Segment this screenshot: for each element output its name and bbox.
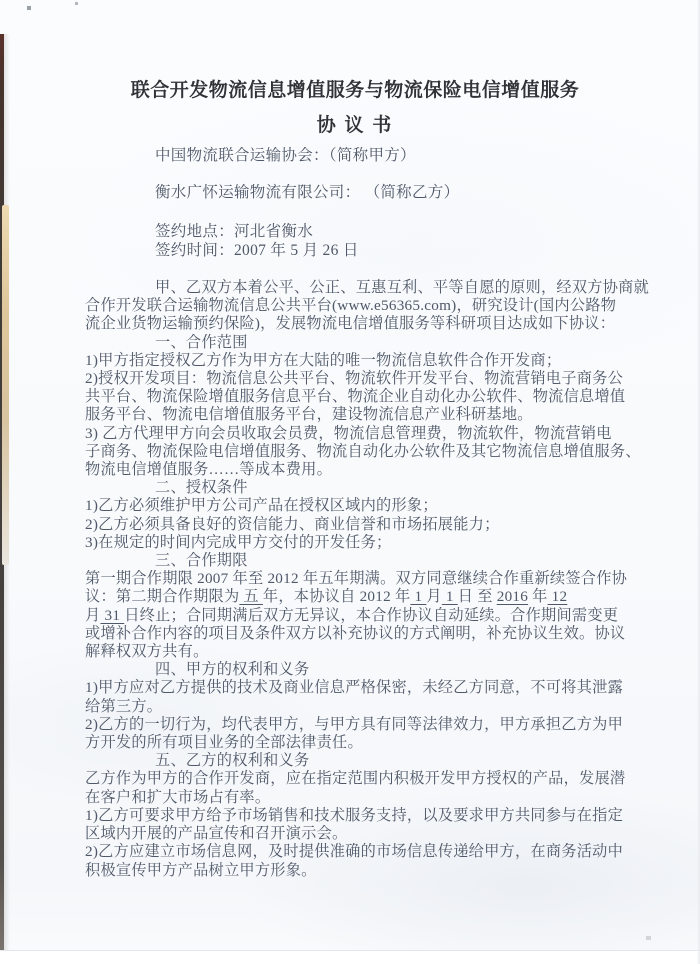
text-run: 给第三方。: [85, 697, 163, 715]
text-run: 乙方作为甲方的合作开发商，应在指定范围内积极开发甲方授权的产品，发展潜: [85, 770, 626, 788]
text-run: 2)授权开发项目：物流信息公共平台、物流软件开发平台、物流营销电子商务公: [85, 370, 624, 388]
document-title-line2: 协 议 书: [316, 115, 394, 136]
text-run: 第一期合作期限 2007 年至 2012 年五年期满。双方同意继续合作重新续签合作协: [85, 570, 628, 588]
text-run: 方开发的所有项目业务的全部法律责任。: [85, 734, 363, 752]
scan-speck: [27, 6, 31, 10]
filled-blank: 2016: [496, 588, 529, 606]
body-line: [85, 479, 625, 497]
text-run: 1)甲方指定授权乙方作为甲方在大陆的唯一物流信息软件合作开发商；: [85, 351, 562, 369]
text-run: 物流电信增值服务……等成本费用。: [85, 461, 332, 479]
body-line: [85, 807, 625, 825]
body-line: [85, 315, 625, 333]
text-run: 三、合作期限: [155, 552, 248, 570]
text-run: 或增补合作内容的项目及条件双方以补充协议的方式阐明，补充协议生效。协议: [85, 624, 626, 642]
body-line: [85, 825, 625, 843]
text-run: 共平台、物流保险增值服务信息平台、物流企业自动化办公软件、物流信息增值: [85, 388, 626, 406]
body-lines: [85, 279, 649, 880]
filled-blank: 31: [100, 606, 125, 624]
text-run: 1)甲方应对乙方提供的技术及商业信息严格保密，未经乙方同意，不可将其泄露: [85, 679, 624, 697]
body-line: [85, 534, 625, 552]
text-run: 积极宣传甲方产品树立甲方形象。: [85, 861, 317, 879]
text-run: 子商务、物流保险电信增值服务、物流自动化办公软件及其它物流信息增值服务、: [85, 442, 641, 460]
body-line: [85, 862, 625, 880]
text-run: 合作开发联合运输物流信息公共平台(www.e56365.com)，研究设计(国内公路物: [85, 297, 617, 315]
text-run: 服务平台、物流电信增值服务平台，建设物流信息产业科研基地。: [85, 406, 533, 424]
body-line: [85, 516, 625, 534]
party-a-line: 中国物流联合运输协会：（简称甲方）: [155, 147, 416, 164]
body-line: [85, 406, 625, 424]
text-run: 3)在规定的时间内完成甲方交付的开发任务；: [85, 533, 392, 551]
text-run: 二、授权条件: [155, 479, 248, 497]
body-line: [85, 698, 625, 716]
body-line: [85, 643, 625, 661]
body-line: [85, 425, 625, 443]
body-line: [85, 370, 625, 388]
scan-edge-bottom: [0, 950, 700, 964]
body-line: [85, 770, 625, 788]
document-content: [85, 0, 649, 880]
text-run: 流企业货物运输预约保险)，发展物流电信增值服务等科研项目达成如下协议：: [85, 315, 616, 333]
body-line: [85, 752, 625, 770]
body-line: [85, 352, 625, 370]
body-line: [85, 497, 625, 515]
body-line: [85, 843, 625, 861]
body-line: [85, 570, 628, 588]
scan-speck: [646, 936, 651, 940]
text-run: 1)乙方可要求甲方给予市场销售和技术服务支持，以及要求甲方共同参与在指定: [85, 806, 624, 824]
body-line: [85, 679, 625, 697]
body-line: [85, 442, 641, 461]
body-line: [85, 552, 625, 570]
text-run: 甲、乙双方本着公平、公正、互惠互利、平等自愿的原则，经双方协商就: [155, 279, 649, 296]
text-run: 四、甲方的权利和义务: [155, 661, 310, 679]
text-run: 日 至: [457, 588, 497, 606]
text-run: 一、合作范围: [155, 333, 248, 351]
body-line: [85, 588, 625, 606]
text-run: 月: [426, 588, 442, 606]
scan-edge-left-tan: [2, 205, 9, 565]
text-run: 2)乙方的一切行为，均代表甲方，与甲方具有同等法律效力，甲方承担乙方为甲: [85, 715, 624, 733]
body-line: [85, 625, 625, 643]
filled-blank: 12: [547, 588, 568, 606]
text-run: 日终止；合同期满后双方无异议，本合作协议自动延续。合作期间需变更: [124, 606, 619, 624]
text-run: 解释权双方共有。: [85, 643, 209, 661]
body-line: [85, 789, 625, 807]
text-run: 年，本协议自 2012 年: [262, 588, 411, 606]
body-line: [85, 607, 625, 625]
body-line: [85, 734, 625, 752]
party-b-line: 衡水广怀运输物流有限公司： （简称乙方）: [155, 184, 460, 201]
body-line: [85, 388, 625, 406]
body-line: [85, 461, 625, 479]
sign-time-line: 签约时间：2007 年 5 月 26 日: [155, 242, 359, 259]
text-run: 1)乙方必须维护甲方公司产品在授权区域内的形象；: [85, 497, 438, 515]
text-run: 3) 乙方代理甲方向会员收取会员费，物流信息管理费，物流软件，物流营销电: [85, 424, 612, 442]
sign-place-line: 签约地点：河北省衡水: [155, 223, 314, 240]
text-run: 五、乙方的权利和义务: [155, 752, 310, 770]
text-run: 区域内开展的产品宣传和召开演示会。: [85, 825, 348, 843]
text-run: 2)乙方必须具备良好的资信能力、商业信誉和市场拓展能力；: [85, 515, 500, 533]
filled-blank: 五: [239, 588, 263, 606]
filled-blank: 1: [410, 588, 427, 606]
document-title-line1: 联合开发物流信息增值服务与物流保险电信增值服务: [130, 80, 580, 101]
filled-blank: 1: [441, 588, 458, 606]
body-line: [85, 661, 625, 679]
body-line: [85, 297, 625, 315]
text-run: 议：第二期合作期限为: [85, 588, 240, 606]
text-run: 在客户和扩大市场占有率。: [85, 788, 271, 806]
text-run: 月: [85, 606, 101, 624]
body-line: [85, 334, 625, 352]
scan-speck: [75, 2, 78, 5]
body-line: [85, 279, 649, 297]
text-run: 2)乙方应建立市场信息网，及时提供准确的市场信息传递给甲方，在商务活动中: [85, 843, 624, 861]
body-line: [85, 716, 625, 734]
text-run: 年: [528, 588, 548, 606]
